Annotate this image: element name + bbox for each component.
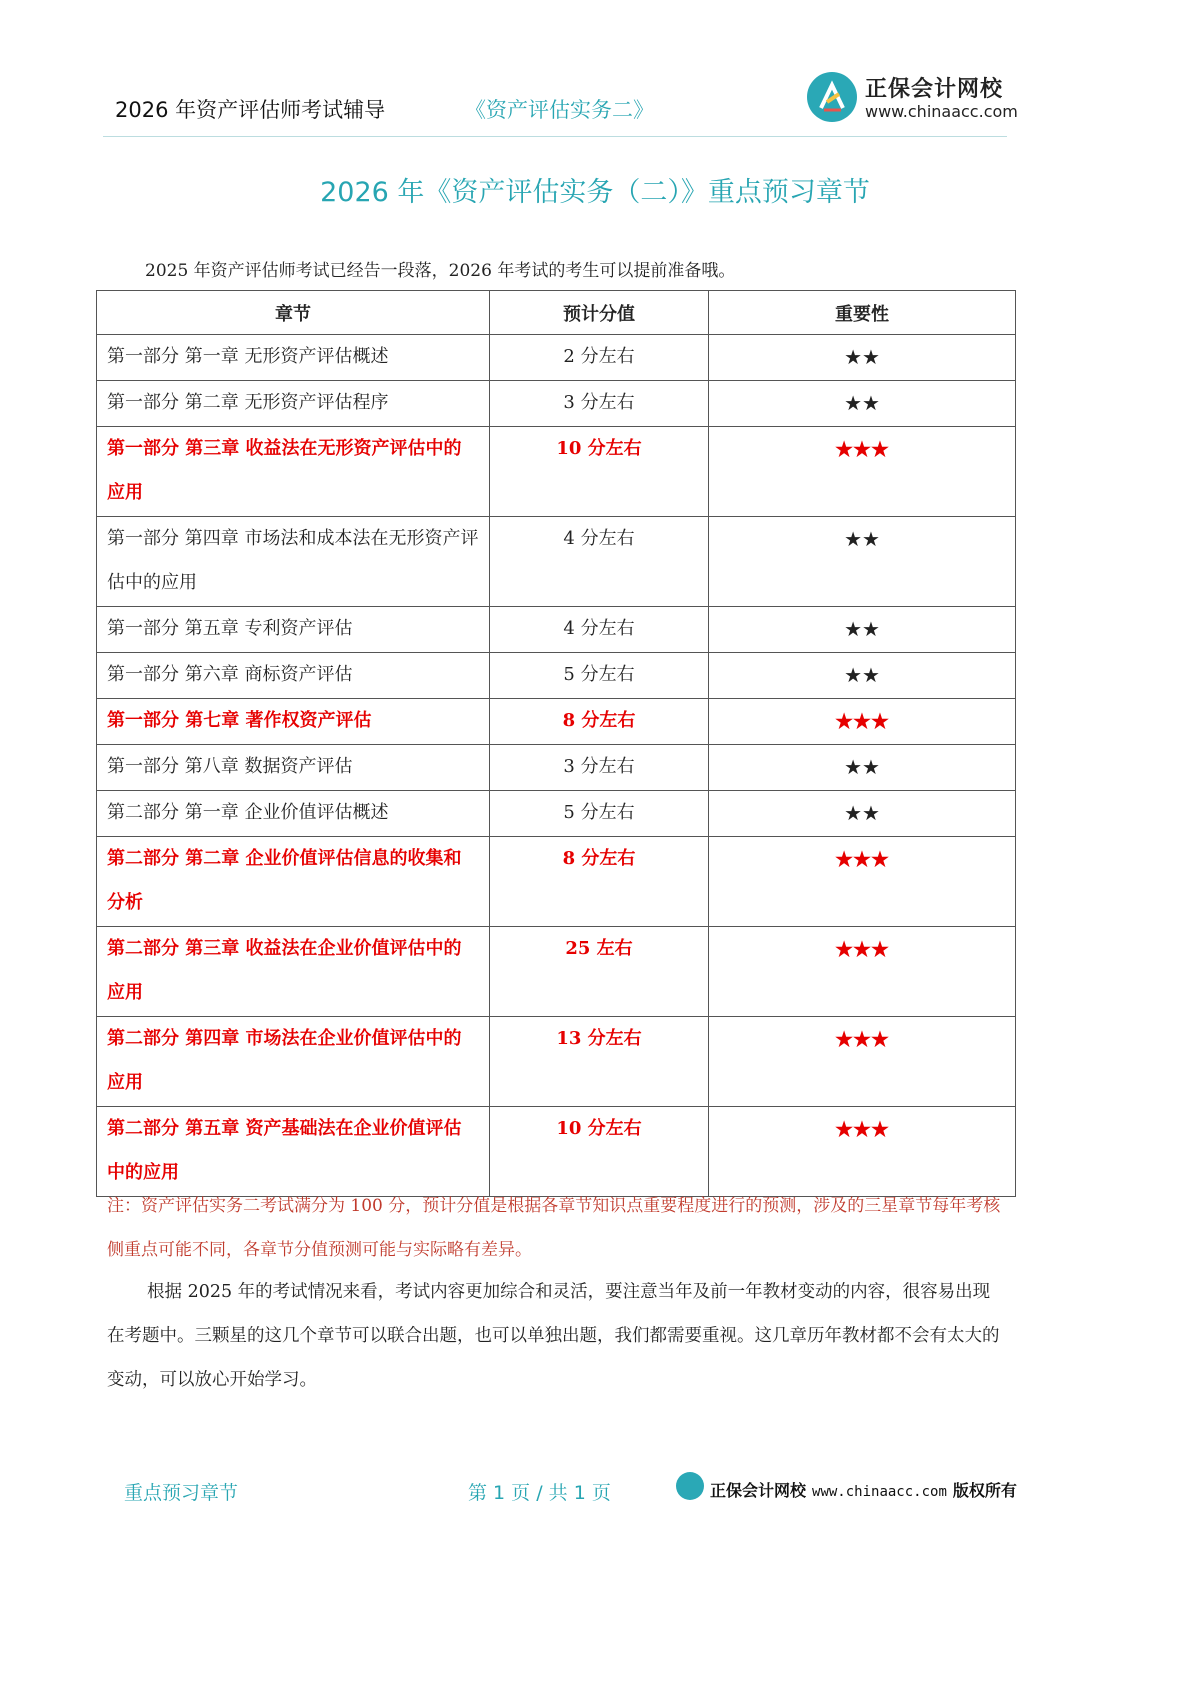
table-header-row: [97, 291, 1016, 335]
table-row: [97, 607, 1016, 653]
table-row: [97, 1017, 1016, 1107]
score-cell: 10 分左右: [490, 427, 709, 517]
table-row: [97, 1107, 1016, 1197]
header-chapter: 章节: [97, 291, 490, 335]
chapter-cell: 第二部分 第二章 企业价值评估信息的收集和分析: [97, 837, 490, 927]
stars-cell: ★★: [709, 381, 1016, 427]
stars-cell: ★★★: [709, 1017, 1016, 1107]
chapter-cell: 第一部分 第四章 市场法和成本法在无形资产评估中的应用: [97, 517, 490, 607]
stars-cell: ★★: [709, 607, 1016, 653]
chapter-cell: 第一部分 第一章 无形资产评估概述: [97, 335, 490, 381]
chapter-cell: 第一部分 第六章 商标资产评估: [97, 653, 490, 699]
stars-cell: ★★: [709, 517, 1016, 607]
score-cell: 5 分左右: [490, 791, 709, 837]
stars-cell: ★★: [709, 335, 1016, 381]
footer-section-title: 重点预习章节: [124, 1482, 239, 1504]
table-row: [97, 653, 1016, 699]
note-text: 注：资产评估实务二考试满分为 100 分，预计分值是根据各章节知识点重要程度进行的预测，涉及的三星章节每年考核侧重点可能不同，各章节分值预测可能与实际略有差异。: [107, 1196, 1001, 1260]
stars-cell: ★★★: [709, 699, 1016, 745]
page-title: 2026 年《资产评估实务（二）》重点预习章节: [320, 177, 870, 208]
chapter-cell: 第一部分 第七章 著作权资产评估: [97, 699, 490, 745]
body-paragraph: 根据 2025 年的考试情况来看，考试内容更加综合和灵活，要注意当年及前一年教材变动的内容，很容易出现在考题中。三颗星的这几个章节可以联合出题，也可以单独出题，我们都需要重视。这几章历年教材都不会有太大的变动，可以放心开始学习。: [107, 1282, 1000, 1390]
page-header: [103, 60, 1018, 137]
chapter-cell: 第一部分 第八章 数据资产评估: [97, 745, 490, 791]
footer-brand-name: 正保会计网校: [710, 1481, 807, 1500]
logo-name: 正保会计网校: [865, 77, 1004, 102]
footer-logo-icon: [676, 1472, 704, 1500]
score-cell: 2 分左右: [490, 335, 709, 381]
table-row: [97, 381, 1016, 427]
footer-brand: [676, 1472, 1036, 1504]
chapter-table: [96, 290, 1016, 1197]
score-cell: 3 分左右: [490, 381, 709, 427]
table-row: [97, 745, 1016, 791]
score-cell: 13 分左右: [490, 1017, 709, 1107]
stars-cell: ★★★: [709, 1107, 1016, 1197]
score-cell: 25 左右: [490, 927, 709, 1017]
chapter-cell: 第一部分 第三章 收益法在无形资产评估中的应用: [97, 427, 490, 517]
score-cell: 4 分左右: [490, 517, 709, 607]
chapter-cell: 第二部分 第一章 企业价值评估概述: [97, 791, 490, 837]
chapter-cell: 第一部分 第五章 专利资产评估: [97, 607, 490, 653]
score-cell: 3 分左右: [490, 745, 709, 791]
table-row: [97, 927, 1016, 1017]
logo-url: www.chinaacc.com: [865, 102, 1018, 121]
intro-text: 2025 年资产评估师考试已经告一段落，2026 年考试的考生可以提前准备哦。: [145, 261, 736, 281]
footer-url[interactable]: www.chinaacc.com: [812, 1484, 947, 1500]
chapter-cell: 第一部分 第二章 无形资产评估程序: [97, 381, 490, 427]
chapter-cell: 第二部分 第五章 资产基础法在企业价值评估中的应用: [97, 1107, 490, 1197]
logo-icon: [807, 72, 857, 122]
score-cell: 5 分左右: [490, 653, 709, 699]
stars-cell: ★★: [709, 653, 1016, 699]
table-row: [97, 335, 1016, 381]
chapter-cell: 第二部分 第三章 收益法在企业价值评估中的应用: [97, 927, 490, 1017]
table-row: [97, 699, 1016, 745]
stars-cell: ★★: [709, 791, 1016, 837]
header-exam-title: 2026 年资产评估师考试辅导: [115, 98, 386, 122]
score-cell: 8 分左右: [490, 837, 709, 927]
table-row: [97, 427, 1016, 517]
stars-cell: ★★★: [709, 427, 1016, 517]
logo[interactable]: [807, 68, 1018, 128]
score-cell: 8 分左右: [490, 699, 709, 745]
table-row: [97, 837, 1016, 927]
footer-page-number: 第 1 页 / 共 1 页: [468, 1482, 611, 1504]
footer-rights: 版权所有: [952, 1481, 1017, 1500]
header-book-title: 《资产评估实务二》: [465, 98, 654, 122]
table-row: [97, 517, 1016, 607]
stars-cell: ★★★: [709, 837, 1016, 927]
table-row: [97, 791, 1016, 837]
score-cell: 10 分左右: [490, 1107, 709, 1197]
header-importance: 重要性: [709, 291, 1016, 335]
score-cell: 4 分左右: [490, 607, 709, 653]
header-score: 预计分值: [490, 291, 709, 335]
chapter-cell: 第二部分 第四章 市场法在企业价值评估中的应用: [97, 1017, 490, 1107]
stars-cell: ★★★: [709, 927, 1016, 1017]
stars-cell: ★★: [709, 745, 1016, 791]
